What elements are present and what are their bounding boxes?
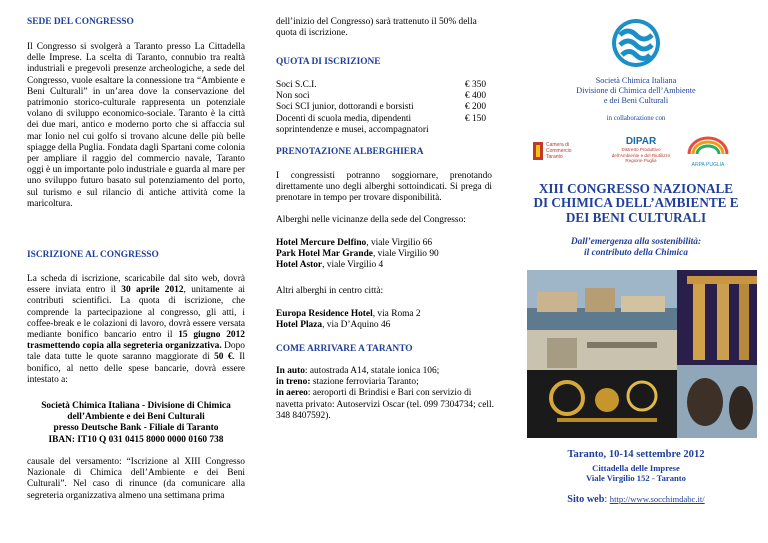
society-name: Società Chimica Italiana Divisione di Chimica dell’Ambiente e dei Beni Culturali [576,76,696,105]
arpa-puglia-logo: ARPA PUGLIA [685,136,731,166]
taranto-collage-image [527,270,757,438]
date-place: Taranto, 10-14 settembre 2012 [567,449,705,460]
congress-title: XIII CONGRESSO NAZIONALE DI CHIMICA DELL’AMBIENTE E DEI BENI CULTURALI [533,181,739,225]
quota-heading: QUOTA DI ISCRIZIONE [276,57,381,67]
bank-details: Società Chimica Italiana - Divisione di Chimica dell’Ambiente e dei Beni Culturali presso Deutsche Bank - Filiale di Taranto IBAN: IT10 Q 031 0415 8000 0000 0160 738 [41,401,231,445]
fee-row: Docenti di scuola media, dipendenti € 150 [276,113,486,124]
camera-commercio-logo: Camera di Commercio Taranto [533,136,593,166]
hotels-near [276,238,439,272]
sede-text: Il Congresso si svolgerà a Taranto presso La Cittadella delle Imprese. La scelta di Taranto, connubio tra realtà industriali e pregevoli presenze archeologiche, a sede del Congresso, vuole esaltare la connessione tra “Ambiente e Beni Culturali” in un’area dove la conservazione del patrimonio storico-culturale rappresenta un potenziale volano di sviluppo economico-sociale. Taranto è la città dei due mari, antico e moderno porto che si affaccia sul mar Ionio nel cui golfo si trovano alcune delle più belle spiagge della Puglia. Fondata dagli Spartani come colonia per ampliare il raggio del commercio navale, Taranto oggi è un importante polo industriale e guarda al mare per uno sviluppo futuro basato sul potenziamento del porto, sul turismo e sul rilancio di antiche attività come la maricoltura. [27,42,245,209]
fee-extra: soprintendenze e musei, accompagnatori [276,124,429,135]
hotel-item: Hotel Astor, viale Virgilio 4 [276,260,384,271]
iscrizione-heading: ISCRIZIONE AL CONGRESSO [27,250,159,260]
causale-text: causale del versamento: “Iscrizione al XIII Congresso Nazionale di Chimica dell’Ambiente e dei Beni Culturali”. Nel caso di rinunce (da comunicare alla segreteria organizzativa almeno una settimana prima [27,457,245,501]
website-link[interactable]: http://www.socchimdabc.it/ [609,494,705,504]
collab-label: in collaborazione con [606,115,666,122]
column-right [515,0,757,543]
continuation-text: dell’inizio del Congresso) sarà trattenuto il 50% della quota di iscrizione. [276,17,477,39]
fee-row: Soci S.C.I. € 350 [276,80,486,90]
hotel-item: Europa Residence Hotel, via Roma 2 [276,309,421,319]
venue: Cittadella delle Imprese Viale Virgilio 152 - Taranto [586,463,686,483]
hotels-center [276,309,421,331]
fee-row: Non soci € 400 [276,91,486,102]
hotel-item: Hotel Plaza, via D’Aquino 46 [276,320,391,331]
website: Sito web: http://www.socchimdabc.it/ [567,494,705,505]
travel-text: In auto: autostrada A14, statale ionica 106; in treno: stazione ferroviaria Taranto; in aereo: aeroporti di Brindisi e Bari con servizio di navetta privato: Autoservizi Oscar (tel. 099 7304734; cell. 348 8407592). [276,366,494,421]
hotel-item: Park Hotel Mar Grande, viale Virgilio 90 [276,249,439,260]
prenotazione-heading: PRENOTAZIONE ALBERGHIERA [276,147,424,157]
altri-intro: Altri alberghi in centro città: [276,286,384,296]
congress-subtitle: Dall’emergenza alla sostenibilità: il contributo della Chimica [570,237,702,258]
sci-logo [610,17,662,69]
arrivare-heading: COME ARRIVARE A TARANTO [276,344,413,354]
column-left [27,0,245,543]
fee-row: Soci SCI junior, dottorandi e borsisti € 200 [276,102,486,113]
iscrizione-text: La scheda di iscrizione, scaricabile dal sito web, dovrà essere inviata entro il 30 aprile 2012, unitamente ai contributi scientifici. La quota di iscrizione, che comprende la partecipazione al congresso, gli atti, i coffee-break e le colazioni di lavoro, dovrà essere versata mediante bonifico bancario entro il 15 giugno 2012 trasmettendo copia alla segreteria organizzativa. Dopo tale data tutte le quote saranno maggiorate di 50 €. Il bonifico, al netto delle spese bancarie, dovrà essere intestato a: [27,274,246,385]
sede-heading: SEDE DEL CONGRESSO [27,17,134,27]
column-middle [276,0,497,543]
alberghi-intro: Alberghi nelle vicinanze della sede del Congresso: [276,215,466,225]
dipar-logo: DIPAR Distretto Produttivo dell’Ambiente e del Riutilizzo Regione Puglia [611,136,671,164]
fee-table [276,80,486,136]
prenotazione-text: I congressisti potranno soggiornare, prenotando direttamente uno degli alberghi sottoindicati. Si prega di prenotare in tempo per trovare disponibilità. [276,171,492,204]
hotel-item: Hotel Mercure Delfino, viale Virgilio 66 [276,238,433,248]
